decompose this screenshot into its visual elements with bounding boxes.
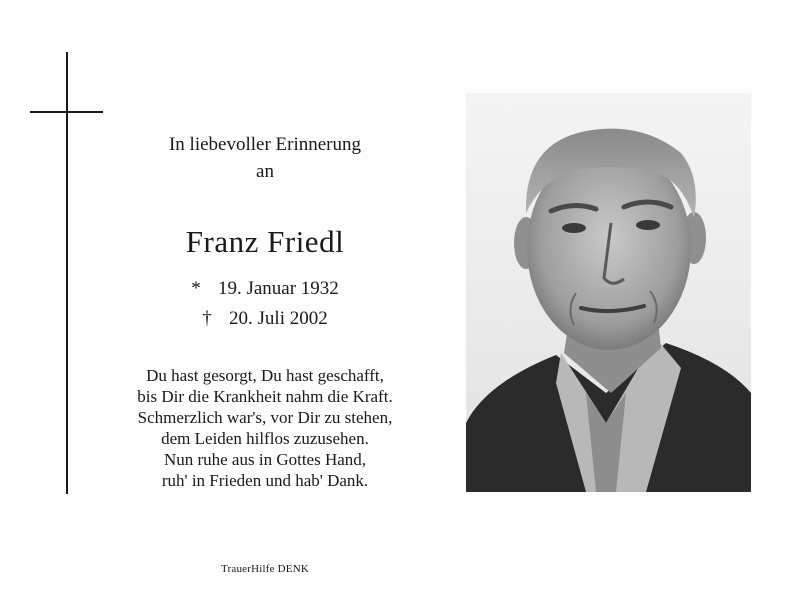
intro-line-2: an	[256, 161, 274, 182]
poem-line: Nun ruhe aus in Gottes Hand,	[163, 450, 367, 469]
birth-date: 19. Januar 1932	[217, 278, 339, 299]
life-dates	[95, 274, 435, 334]
intro-text	[95, 131, 435, 185]
portrait-photo	[466, 93, 751, 492]
poem-line: Du hast gesorgt, Du hast geschafft,	[146, 366, 384, 385]
deceased-name: Franz Friedl	[185, 224, 345, 259]
poem-line: ruh' in Frieden und hab' Dank.	[161, 471, 369, 490]
cross-icon-horizontal-bar	[30, 111, 103, 113]
cross-icon-vertical-bar	[66, 52, 68, 494]
poem-line: dem Leiden hilflos zuzusehen.	[161, 429, 369, 448]
intro-line-1: In liebevoller Erinnerung	[168, 134, 362, 155]
birth-row	[95, 274, 435, 304]
poem-line: bis Dir die Krankheit nahm die Kraft.	[137, 387, 393, 406]
death-dagger-icon: †	[202, 308, 212, 329]
death-date: 20. Juli 2002	[229, 308, 328, 329]
memorial-poem	[95, 365, 435, 491]
death-row	[95, 304, 435, 334]
poem-line: Schmerzlich war's, vor Dir zu stehen,	[137, 408, 393, 427]
funeral-service-credit: TrauerHilfe DENK	[220, 563, 310, 575]
birth-star-icon: *	[191, 278, 201, 299]
